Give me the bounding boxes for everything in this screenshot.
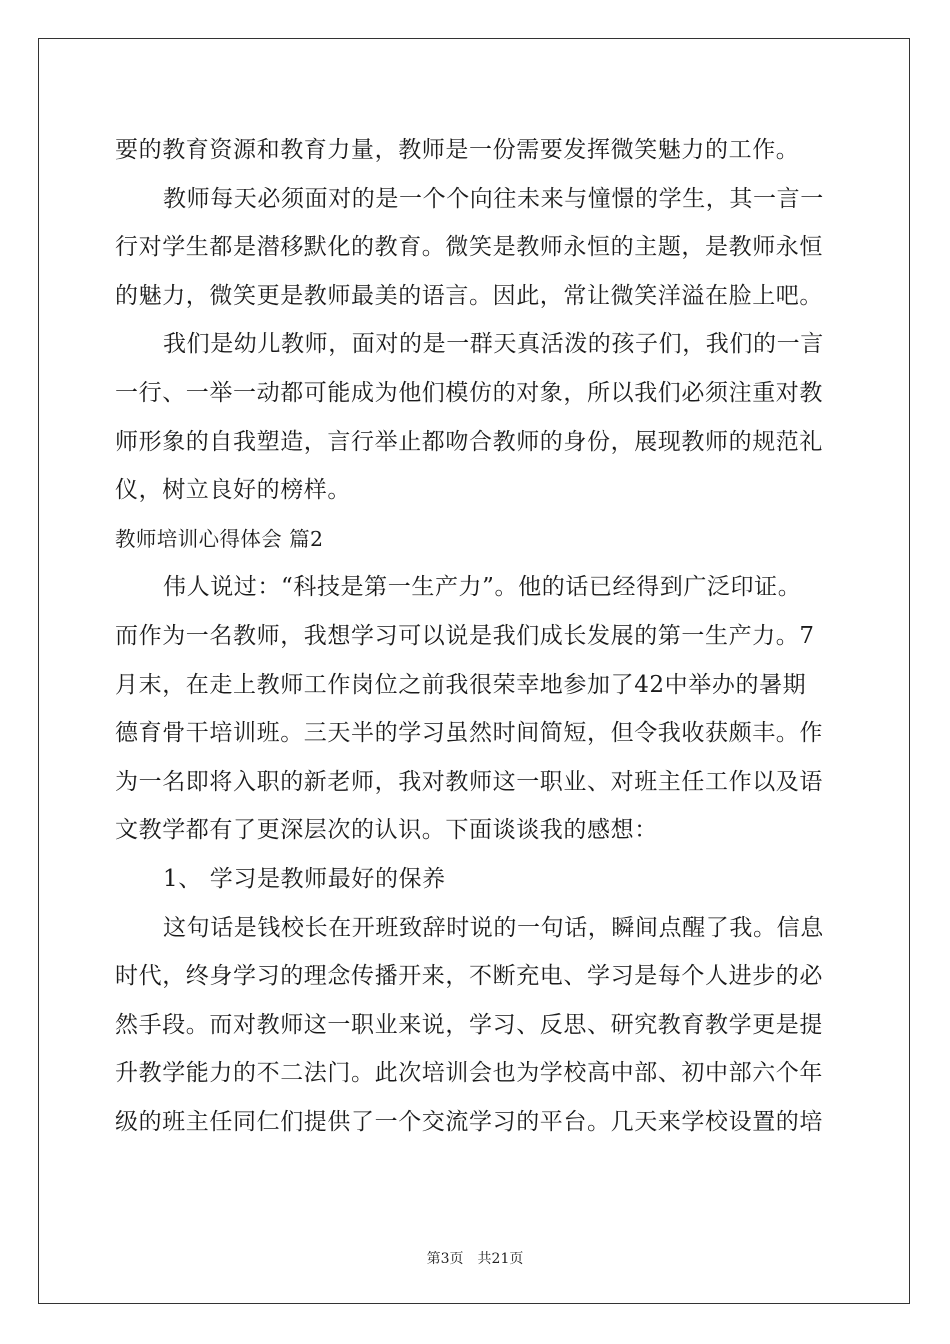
paragraph-line: 而作为一名教师，我想学习可以说是我们成长发展的第一生产力。7: [115, 622, 815, 649]
paragraph-line: 1、 学习是教师最好的保养: [163, 865, 446, 892]
paragraph-line: 教师每天必须面对的是一个个向往未来与憧憬的学生，其一言一: [163, 185, 824, 212]
paragraph-line: 为一名即将入职的新老师，我对教师这一职业、对班主任工作以及语: [115, 768, 823, 795]
paragraph-line: 这句话是钱校长在开班致辞时说的一句话，瞬间点醒了我。信息: [163, 914, 824, 941]
paragraph-line: 升教学能力的不二法门。此次培训会也为学校高中部、初中部六个年: [115, 1060, 823, 1087]
paragraph-line: 时代，终身学习的理念传播开来，不断充电、学习是每个人进步的必: [115, 963, 823, 990]
paragraph-line: 仪，树立良好的榜样。: [115, 477, 351, 504]
paragraph-line: 我们是幼儿教师，面对的是一群天真活泼的孩子们，我们的一言: [163, 331, 824, 358]
paragraph-line: 月末，在走上教师工作岗位之前我很荣幸地参加了42中举办的暑期: [115, 671, 807, 698]
page-footer: 第3页 共21页: [426, 1251, 524, 1267]
paragraph-line: 一行、一举一动都可能成为他们模仿的对象，所以我们必须注重对教: [115, 379, 823, 406]
paragraph-line: 行对学生都是潜移默化的教育。微笑是教师永恒的主题，是教师永恒: [115, 234, 823, 261]
paragraph-line: 要的教育资源和教育力量，教师是一份需要发挥微笑魅力的工作。: [115, 137, 800, 163]
paragraph-line: 德育骨干培训班。三天半的学习虽然时间简短，但令我收获颇丰。作: [115, 720, 823, 747]
paragraph-line: 级的班主任同仁们提供了一个交流学习的平台。几天来学校设置的培: [115, 1108, 823, 1135]
section-heading: 教师培训心得体会 篇2: [115, 526, 324, 551]
paragraph-line: 文教学都有了更深层次的认识。下面谈谈我的感想：: [115, 817, 658, 844]
paragraph-line: 伟人说过：“科技是第一生产力”。他的话已经得到广泛印证。: [163, 574, 802, 601]
paragraph-line: 然手段。而对教师这一职业来说，学习、反思、研究教育教学更是提: [115, 1011, 823, 1038]
paragraph-line: 师形象的自我塑造，言行举止都吻合教师的身份，展现教师的规范礼: [115, 428, 823, 455]
paragraph-line: 的魅力，微笑更是教师最美的语言。因此，常让微笑洋溢在脸上吧。: [115, 282, 823, 309]
document-body: [115, 126, 835, 1146]
